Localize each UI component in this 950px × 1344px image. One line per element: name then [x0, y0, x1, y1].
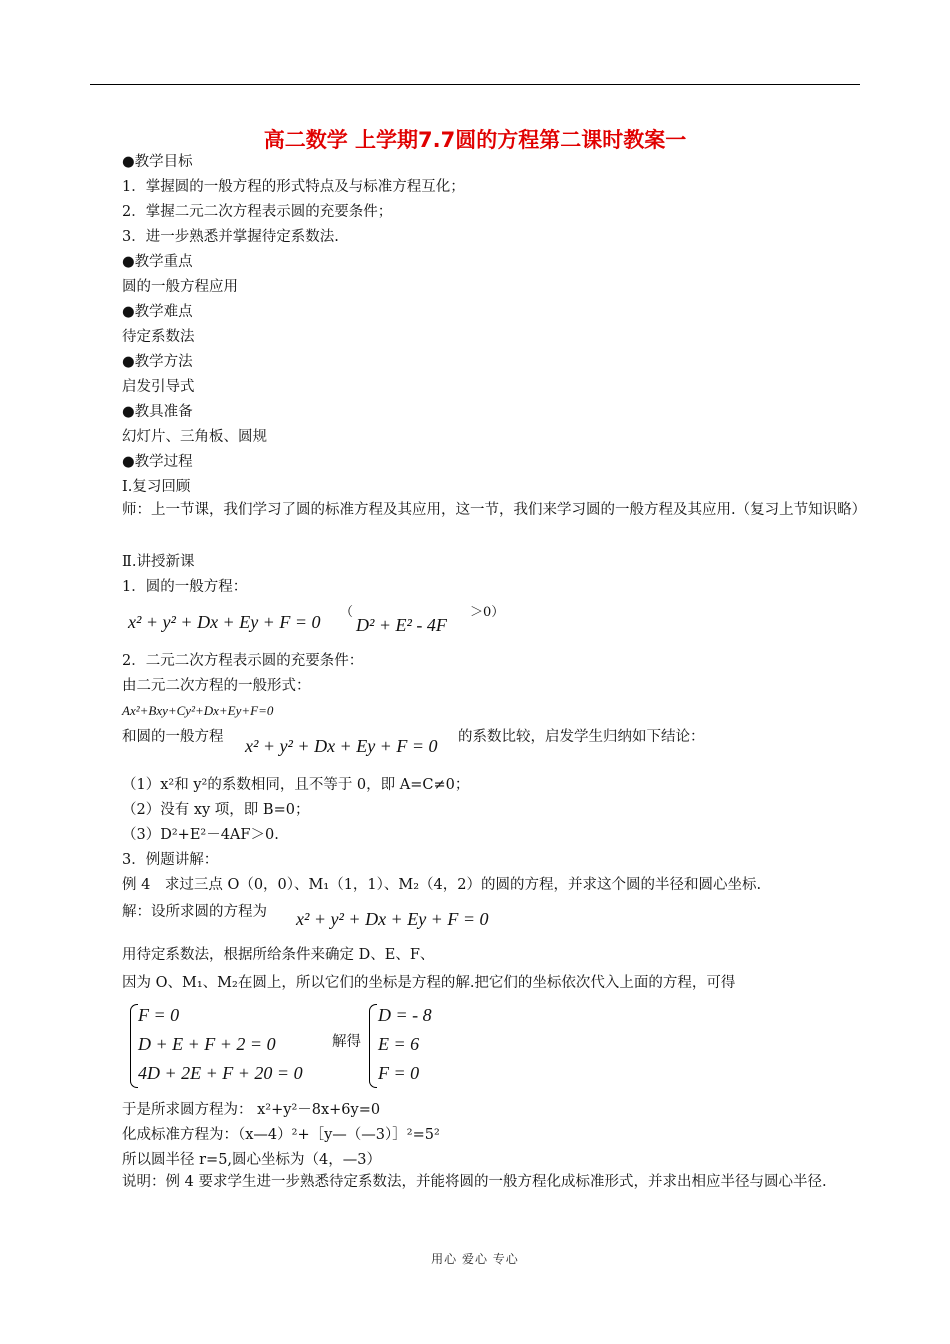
- header-rule: [90, 84, 860, 85]
- item-2-heading: 2．二元二次方程表示圆的充要条件：: [122, 653, 364, 669]
- page-footer: 用心 爱心 专心: [431, 1252, 519, 1266]
- item-3-heading: 3．例题讲解：: [122, 852, 219, 868]
- solution-text: 解：设所求圆的方程为: [122, 904, 267, 920]
- item-1-heading: 1．圆的一般方程：: [122, 579, 248, 595]
- solution-equation: x² + y² + Dx + Ey + F = 0: [296, 909, 489, 929]
- objective-1: 1．掌握圆的一般方程的形式特点及与标准方程互化；: [122, 179, 465, 195]
- condition-2: （2）没有 xy 项，即 B=0；: [122, 802, 310, 818]
- general-equation: x² + y² + Dx + Ey + F = 0: [128, 612, 321, 632]
- new-lesson-heading: Ⅱ.讲授新课: [122, 554, 195, 570]
- objective-3: 3．进一步熟悉并掌握待定系数法.: [122, 229, 339, 245]
- review-heading: Ⅰ.复习回顾: [122, 479, 191, 495]
- solution-f: F = 0: [378, 1063, 420, 1083]
- result-line: 于是所求圆方程为： x²+y²－8x+6y=0: [122, 1102, 381, 1118]
- example-4-text: 例 4 求过三点 O（0，0）、M₁（1，1）、M₂（4，2）的圆的方程，并求这个圆的半径和圆心坐标.: [122, 877, 762, 893]
- condition-3: （3）D²+E²－4AF＞0.: [122, 827, 279, 843]
- condition-close: ＞0）: [470, 605, 505, 620]
- objective-2: 2．掌握二元二次方程表示圆的充要条件；: [122, 204, 393, 220]
- radius-line: 所以圆半径 r=5,圆心坐标为（4，—3）: [122, 1152, 381, 1168]
- condition-1: （1）x²和 y²的系数相同，且不等于 0，即 A=C≠0；: [122, 777, 470, 793]
- review-paragraph: 师：上一节课，我们学习了圆的标准方程及其应用，这一节，我们来学习圆的一般方程及其应用.（复习上节知识略）: [122, 502, 867, 518]
- quadratic-general-form: Ax²+Bxy+Cy²+Dx+Ey+F=0: [122, 703, 274, 718]
- solution-d: D = - 8: [378, 1005, 432, 1025]
- section-methods: ●教学方法: [122, 354, 193, 370]
- note-paragraph: 说明：例 4 要求学生进一步熟悉待定系数法，并能将圆的一般方程化成标准形式，并求出相应半径与圆心半径.: [122, 1174, 827, 1190]
- system-equation-2: D + E + F + 2 = 0: [138, 1034, 276, 1054]
- solution-e: E = 6: [378, 1034, 420, 1054]
- compare-equation: x² + y² + Dx + Ey + F = 0: [245, 736, 438, 756]
- document-title: 高二数学 上学期7.7圆的方程第二课时教案一: [263, 128, 687, 152]
- section-tools: ●教具准备: [122, 404, 193, 420]
- difficulties-text: 待定系数法: [122, 329, 195, 345]
- key-points-text: 圆的一般方程应用: [122, 279, 238, 295]
- section-difficulties: ●教学难点: [122, 304, 193, 320]
- method-line: 用待定系数法，根据所给条件来确定 D、E、F、: [122, 947, 435, 963]
- solution-brace: [369, 1004, 377, 1088]
- section-objectives: ●教学目标: [122, 154, 193, 170]
- compare-text-after: 的系数比较，启发学生归纳如下结论：: [458, 729, 705, 745]
- because-line: 因为 O、M₁、M₂在圆上，所以它们的坐标是方程的解.把它们的坐标依次代入上面的方程，可得: [122, 975, 736, 991]
- item-2-subheading: 由二元二次方程的一般形式：: [122, 678, 311, 694]
- condition-open-paren: （: [340, 605, 354, 620]
- system-left-brace: [130, 1004, 138, 1088]
- solve-word: 解得: [332, 1034, 361, 1050]
- system-equation-3: 4D + 2E + F + 20 = 0: [138, 1063, 303, 1083]
- system-equation-1: F = 0: [138, 1005, 180, 1025]
- compare-text-before: 和圆的一般方程: [122, 729, 224, 745]
- tools-text: 幻灯片、三角板、圆规: [122, 429, 267, 445]
- methods-text: 启发引导式: [122, 379, 195, 395]
- general-equation-condition: D² + E² - 4F: [356, 615, 447, 635]
- section-key-points: ●教学重点: [122, 254, 193, 270]
- section-process: ●教学过程: [122, 454, 193, 470]
- standard-form-line: 化成标准方程为：（x—4）²+［y—（—3）］²=5²: [122, 1127, 440, 1143]
